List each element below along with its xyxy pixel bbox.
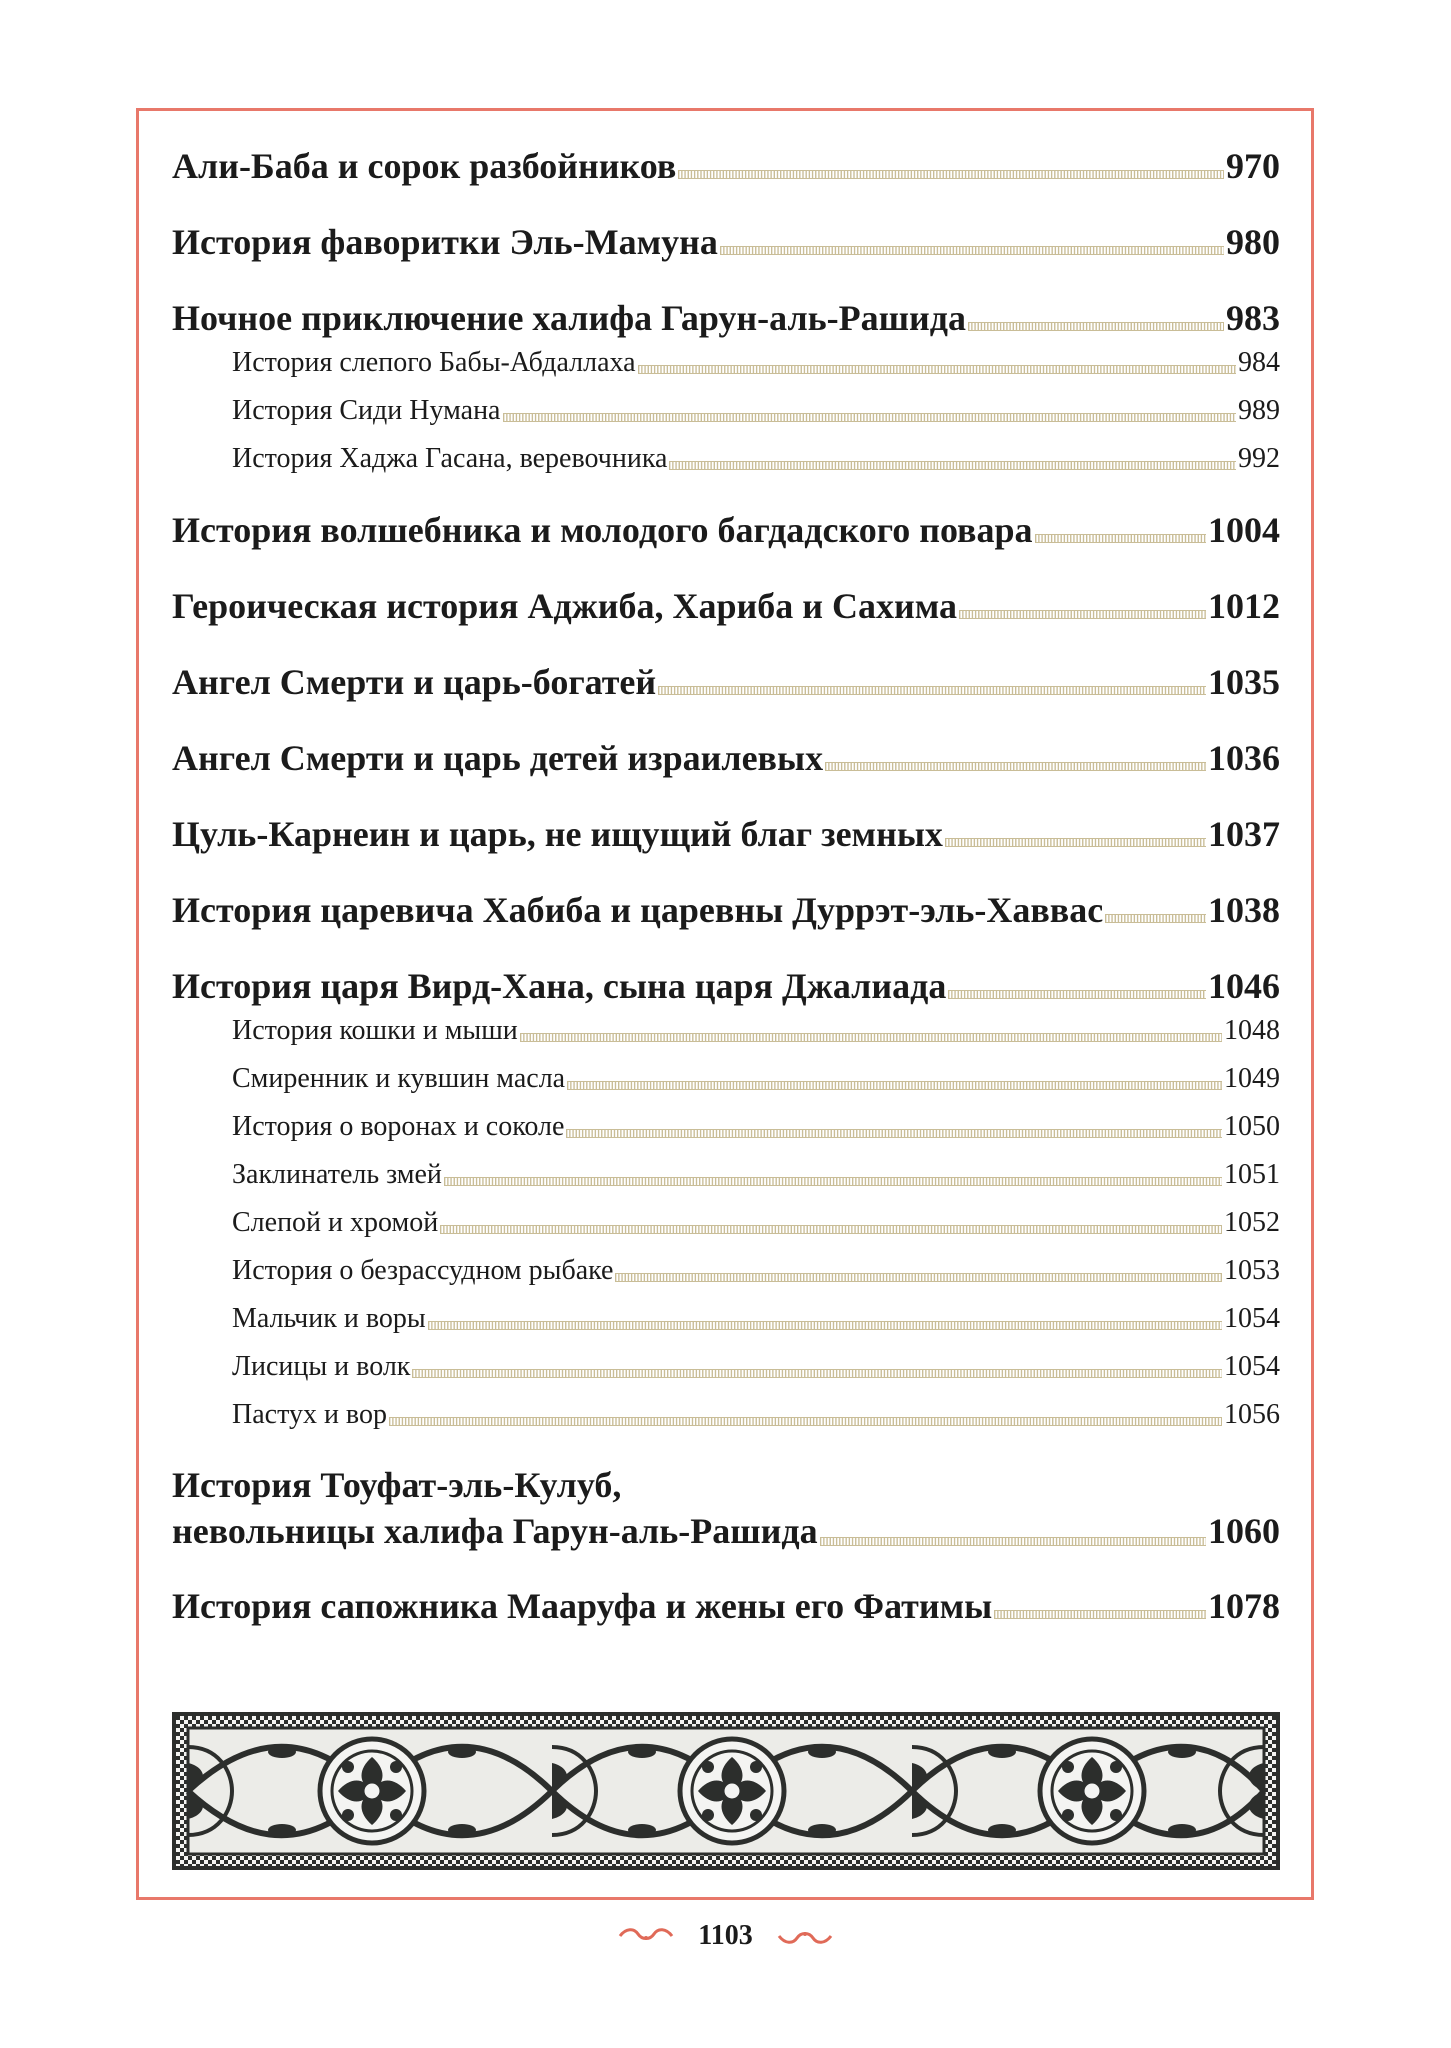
toc-entry[interactable] bbox=[172, 218, 1280, 266]
toc-entry[interactable] bbox=[172, 886, 1280, 934]
dot-leader bbox=[959, 610, 1206, 619]
toc-subentry-title: История о воронах и соколе bbox=[232, 1111, 565, 1142]
toc-subentry-page: 1056 bbox=[1224, 1399, 1280, 1430]
dot-leader bbox=[948, 990, 1206, 999]
toc-subentry-page: 1054 bbox=[1224, 1303, 1280, 1334]
dot-leader bbox=[658, 686, 1206, 695]
toc-subentry-title: История Сиди Нумана bbox=[232, 395, 501, 426]
toc-subentry-page: 1050 bbox=[1224, 1111, 1280, 1142]
toc-subentry-page: 984 bbox=[1238, 347, 1280, 378]
toc-subentry-title: Лисицы и волк bbox=[232, 1351, 411, 1382]
toc-subentry-title: История Хаджа Гасана, веревочника bbox=[232, 443, 668, 474]
toc-subentry[interactable] bbox=[232, 1204, 1280, 1242]
toc-entry[interactable] bbox=[172, 506, 1280, 554]
toc-subentry[interactable] bbox=[232, 1108, 1280, 1146]
toc-subentry[interactable] bbox=[232, 440, 1280, 478]
toc-entry-title: Ангел Смерти и царь детей израилевых bbox=[172, 738, 824, 778]
toc-entry[interactable] bbox=[172, 142, 1280, 190]
toc-entry-page: 1035 bbox=[1208, 662, 1280, 702]
dot-leader bbox=[520, 1033, 1222, 1042]
dot-leader bbox=[503, 413, 1237, 422]
toc-entry-title: Героическая история Аджиба, Хариба и Сахима bbox=[172, 586, 958, 626]
toc-entry-title: Ангел Смерти и царь-богатей bbox=[172, 662, 657, 702]
dot-leader bbox=[1035, 534, 1206, 543]
toc-entry[interactable] bbox=[172, 962, 1280, 1010]
toc-entry-title-line2: невольницы халифа Гарун-аль-Рашида bbox=[172, 1511, 818, 1551]
dot-leader bbox=[945, 838, 1206, 847]
dot-leader bbox=[412, 1369, 1222, 1378]
toc-subentry-page: 1054 bbox=[1224, 1351, 1280, 1382]
toc-subentry[interactable] bbox=[232, 1012, 1280, 1050]
toc-subentry-title: История кошки и мыши bbox=[232, 1015, 518, 1046]
dot-leader bbox=[638, 365, 1236, 374]
toc-entry[interactable] bbox=[172, 294, 1280, 342]
toc-entry[interactable] bbox=[172, 1582, 1280, 1630]
swirl-ornament-icon bbox=[616, 1926, 676, 1946]
toc-subentry-page: 992 bbox=[1238, 443, 1280, 474]
toc-entry-page: 980 bbox=[1226, 222, 1280, 262]
dot-leader bbox=[428, 1321, 1222, 1330]
toc-subentry-page: 1049 bbox=[1224, 1063, 1280, 1094]
toc-subentry[interactable] bbox=[232, 344, 1280, 382]
toc-subentry-title: Заклинатель змей bbox=[232, 1159, 442, 1190]
toc-subentry[interactable] bbox=[232, 392, 1280, 430]
toc-entry-title: История сапожника Мааруфа и жены его Фатимы bbox=[172, 1586, 993, 1626]
toc-subentry-page: 1051 bbox=[1224, 1159, 1280, 1190]
toc-subentry[interactable] bbox=[232, 1300, 1280, 1338]
dot-leader bbox=[440, 1225, 1222, 1234]
toc-subentry-title: Слепой и хромой bbox=[232, 1207, 439, 1238]
toc-entry-page: 1036 bbox=[1208, 738, 1280, 778]
dot-leader bbox=[566, 1129, 1222, 1138]
toc-subentry-title: История слепого Бабы-Абдаллаха bbox=[232, 347, 636, 378]
toc-entry[interactable] bbox=[172, 810, 1280, 858]
toc-entry-title: Цуль-Карнеин и царь, не ищущий благ земных bbox=[172, 814, 943, 854]
toc-entry[interactable] bbox=[172, 734, 1280, 782]
toc-entry-title: История царя Вирд-Хана, сына царя Джалиада bbox=[172, 966, 947, 1006]
toc-entry[interactable] bbox=[172, 658, 1280, 706]
toc-entry[interactable] bbox=[172, 1462, 1280, 1554]
toc-subentry[interactable] bbox=[232, 1252, 1280, 1290]
toc-subentry-page: 1052 bbox=[1224, 1207, 1280, 1238]
dot-leader bbox=[669, 461, 1236, 470]
toc-subentry-page: 1048 bbox=[1224, 1015, 1280, 1046]
toc-entry-page: 1037 bbox=[1208, 814, 1280, 854]
toc-entry-page: 1078 bbox=[1208, 1586, 1280, 1626]
toc-entry-page: 1038 bbox=[1208, 890, 1280, 930]
toc-entry-title: История царевича Хабиба и царевны Дуррэт-эль-Хаввас bbox=[172, 890, 1104, 930]
toc-entry-page: 970 bbox=[1226, 146, 1280, 186]
dot-leader bbox=[444, 1177, 1222, 1186]
dot-leader bbox=[994, 1610, 1206, 1619]
toc-subentry[interactable] bbox=[232, 1156, 1280, 1194]
page-footer bbox=[0, 1920, 1451, 1960]
dot-leader bbox=[615, 1273, 1222, 1282]
toc-entry-title: История волшебника и молодого багдадского повара bbox=[172, 510, 1033, 550]
toc-entry-page: 1004 bbox=[1208, 510, 1280, 550]
toc-entry-title: Ночное приключение халифа Гарун-аль-Рашида bbox=[172, 298, 967, 338]
toc-entry-page: 1060 bbox=[1208, 1511, 1280, 1551]
toc-entry-page: 1012 bbox=[1208, 586, 1280, 626]
toc-entry-title: История фаворитки Эль-Мамуна bbox=[172, 222, 718, 262]
toc-subentry-title: Смиренник и кувшин масла bbox=[232, 1063, 566, 1094]
toc-entry[interactable] bbox=[172, 582, 1280, 630]
toc-entry-title-line1: История Тоуфат-эль-Кулуб, bbox=[172, 1465, 622, 1505]
toc-subentry-page: 989 bbox=[1238, 395, 1280, 426]
toc-entry-page: 983 bbox=[1226, 298, 1280, 338]
dot-leader bbox=[389, 1417, 1222, 1426]
dot-leader bbox=[820, 1537, 1206, 1546]
toc-subentry-page: 1053 bbox=[1224, 1255, 1280, 1286]
dot-leader bbox=[678, 170, 1224, 179]
dot-leader bbox=[567, 1081, 1222, 1090]
toc-entry-page: 1046 bbox=[1208, 966, 1280, 1006]
toc-subentry-title: Мальчик и воры bbox=[232, 1303, 426, 1334]
dot-leader bbox=[1105, 914, 1206, 923]
toc-subentry[interactable] bbox=[232, 1396, 1280, 1434]
toc-subentry-title: История о безрассудном рыбаке bbox=[232, 1255, 614, 1286]
toc-entry-title: Али-Баба и сорок разбойников bbox=[172, 146, 677, 186]
dot-leader bbox=[825, 762, 1206, 771]
toc-subentry[interactable] bbox=[232, 1060, 1280, 1098]
dot-leader bbox=[968, 322, 1224, 331]
toc-subentry-title: Пастух и вор bbox=[232, 1399, 387, 1430]
page-number: 1103 bbox=[698, 1920, 753, 1951]
dot-leader bbox=[720, 246, 1224, 255]
swirl-ornament-icon bbox=[775, 1926, 835, 1946]
toc-subentry[interactable] bbox=[232, 1348, 1280, 1386]
table-of-contents bbox=[172, 130, 1280, 1630]
arabesque-border-ornament bbox=[172, 1712, 1280, 1870]
